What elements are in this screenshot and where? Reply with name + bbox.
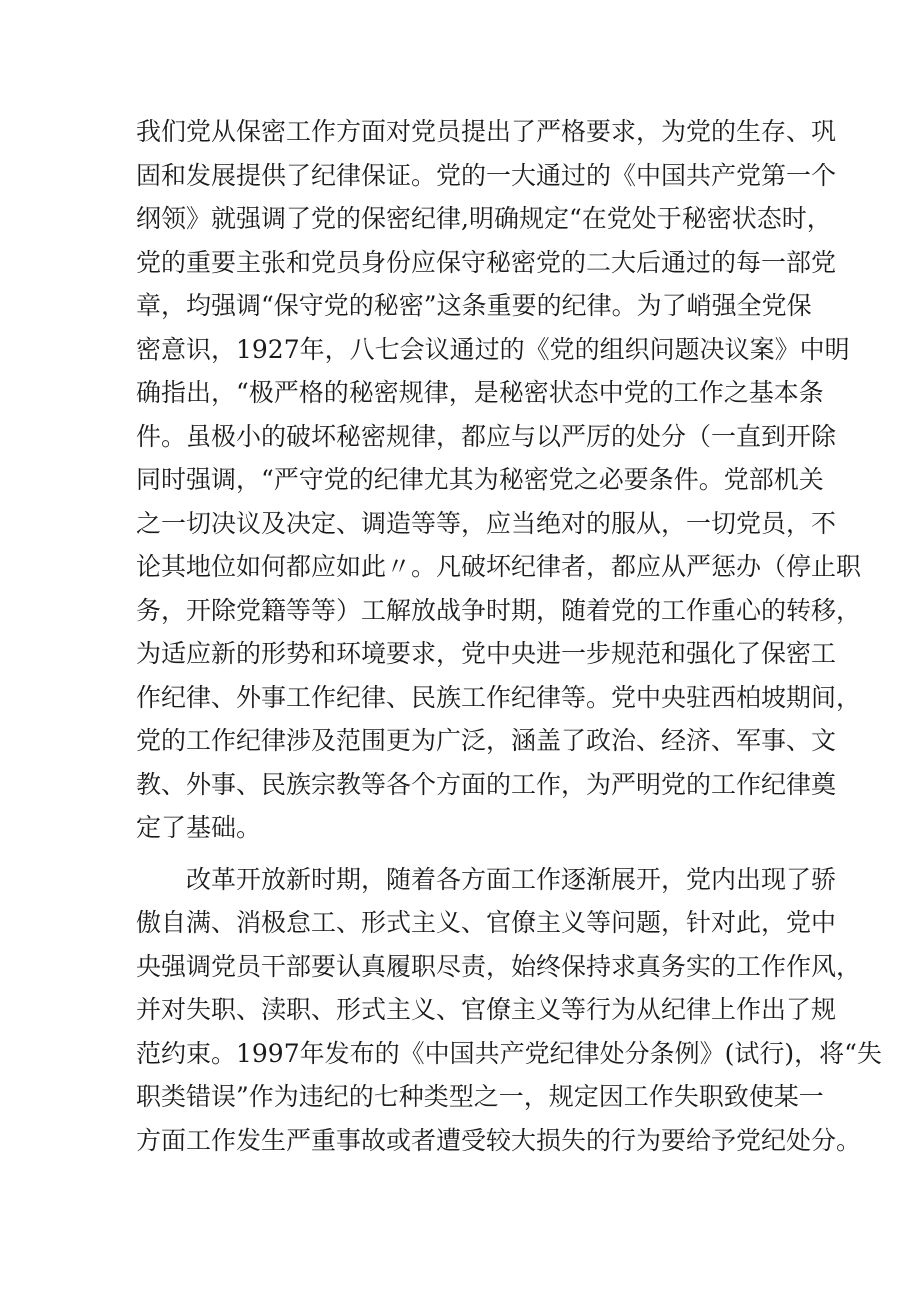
text-line: 之一切决议及决定、调造等等，应当绝对的服从，一切党员，不 xyxy=(136,508,837,538)
text-line: 同时强调，“严守党的纪律尤其为秘密党之必要条件。党部机关 xyxy=(136,465,824,494)
text-line: 傲自满、消极怠工、形式主义、官僚主义等问题，针对此，党中 xyxy=(136,908,837,937)
text-line: 确指出，“极严格的秘密规律，是秘密状态中党的工作之基本条 xyxy=(136,378,824,407)
text-line: 央强调党员干部要认真履职尽责，始终保持求真务实的工作作风， xyxy=(136,951,862,981)
text-line: 教、外事、民族宗教等各个方面的工作，为严明党的工作纪律奠 xyxy=(136,769,837,799)
text-line: 并对失职、渎职、形式主义、官僚主义等行为从纪律上作出了规 xyxy=(136,995,837,1024)
text-line: 件。虽极小的破坏秘密规律，都应与以严厉的处分（一直到开除 xyxy=(136,421,837,451)
paragraph-2 xyxy=(136,858,882,1163)
paragraph-1 xyxy=(136,110,862,850)
text-line: 方面工作发生严重事故或者遭受较大损失的行为要给予党纪处分。 xyxy=(136,1125,862,1155)
text-line: 务，开除党籍等等）工解放战争时期，随着党的工作重心的转移， xyxy=(136,595,862,625)
text-line: 范约束。1997年发布的《中国共产党纪律处分条例》(试行)，将“失 xyxy=(136,1038,882,1068)
text-line: 我们党从保密工作方面对党员提出了严格要求，为党的生存、巩 xyxy=(136,117,837,146)
text-line: 作纪律、外事工作纪律、民族工作纪律等。党中央驻西柏坡期间， xyxy=(136,682,862,712)
text-line: 党的重要主张和党员身份应保守秘密党的二大后通过的每一部党 xyxy=(136,247,837,277)
paragraph-spacing xyxy=(136,850,796,858)
text-line: 改革开放新时期，随着各方面工作逐渐展开，党内出现了骄 xyxy=(186,864,837,894)
text-line: 为适应新的形势和环境要求，党中央进一步规范和强化了保密工 xyxy=(136,639,837,668)
text-line: 密意识，1927年，八七会议通过的《党的组织问题决议案》中明 xyxy=(136,334,850,364)
text-line: 职类错误”作为违纪的七种类型之一，规定因工作失职致使某一 xyxy=(136,1082,824,1111)
text-line: 党的工作纪律涉及范围更为广泛，涵盖了政治、经济、军事、文 xyxy=(136,726,837,755)
text-line: 章，均强调“保守党的秘密”这条重要的纪律。为了峭强全党保 xyxy=(136,291,812,320)
text-line: 定了基础。 xyxy=(136,813,262,842)
text-line: 固和发展提供了纪律保证。党的一大通过的《中国共产党第一个 xyxy=(136,160,837,190)
document-body xyxy=(136,110,882,1162)
text-line: 论其地位如何都应如此〃。凡破坏纪律者，都应从严惩办（停止职 xyxy=(136,552,862,581)
text-line: 纲领》就强调了党的保密纪律,明确规定“在党处于秘密状态时， xyxy=(136,204,832,233)
